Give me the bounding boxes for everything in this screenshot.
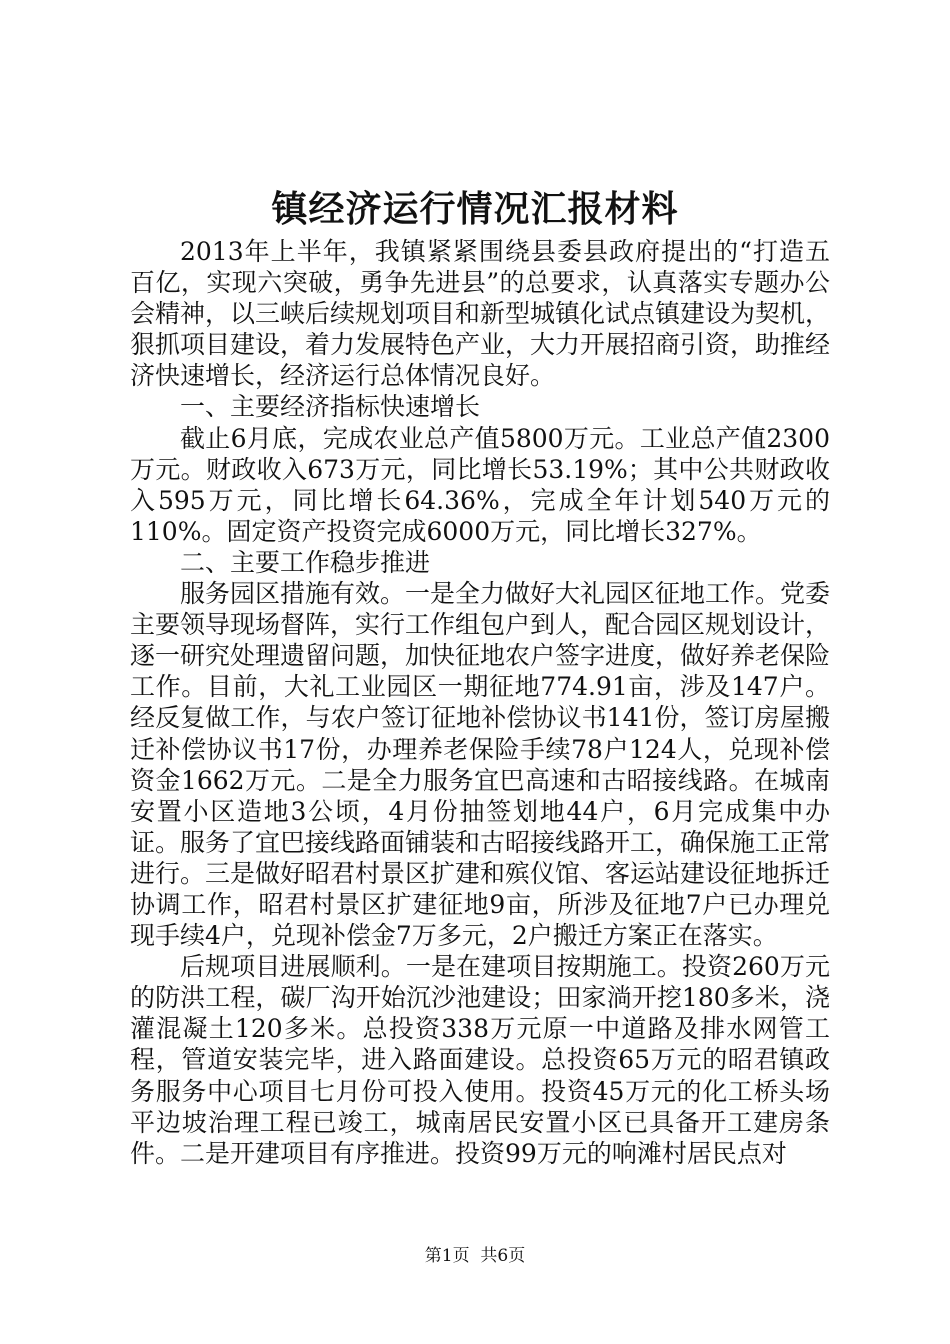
section-heading-1: 一、主要经济指标快速增长 (180, 392, 481, 422)
document-body (130, 236, 830, 1169)
park-service-paragraph: 服务园区措施有效。一是全力做好大礼园区征地工作。党委主要领导现场督阵，实行工作组包户到人，配合园区规划设计，逐一研究处理遗留问题，加快征地农户签字进度，做好养老保险工作。目前，大礼工业园区一期征地774.91亩，涉及147户。经反复做工作，与农户签订征地补偿协议书141份，签订房屋搬迁补偿协议书17份，办理养老保险手续78户124人，兑现补偿资金1662万元。二是全力服务宜巴高速和古昭接线路。在城南安置小区造地3公顷，4月份抽签划地44户，6月完成集中办证。服务了宜巴接线路面铺装和古昭接线路开工，确保施工正常进行。三是做好昭君村景区扩建和殡仪馆、客运站建设征地拆迁协调工作，昭君村景区扩建征地9亩，所涉及征地7户已办理兑现手续4户，兑现补偿金7万多元，2户搬迁方案正在落实。 (130, 579, 831, 951)
page-number: 第1页 (424, 1246, 470, 1266)
intro-paragraph: 2013年上半年，我镇紧紧围绕县委县政府提出的“打造五百亿，实现六突破，勇争先进县”的总要求，认真落实专题办公会精神，以三峡后续规划项目和新型城镇化试点镇建设为契机，狠抓项目建设，着力发展特色产业，大力开展招商引资，助推经济快速增长，经济运行总体情况良好。 (130, 237, 831, 391)
indicators-paragraph: 截止6月底，完成农业总产值5800万元。工业总产值2300万元。财政收入673万元，同比增长53.19%；其中公共财政收入595万元，同比增长64.36%，完成全年计划540万元的110%。固定资产投资完成6000万元，同比增长327%。 (130, 423, 830, 546)
page-footer (0, 1244, 950, 1268)
projects-paragraph: 后规项目进展顺利。一是在建项目按期施工。投资260万元的防洪工程，碳厂沟开始沉沙池建设；田家淌开挖180多米，浇灌混凝土120多米。总投资338万元原一中道路及排水网管工程，管道安装完毕，进入路面建设。总投资65万元的昭君镇政务服务中心项目七月份可投入使用。投资45万元的化工桥头场平边坡治理工程已竣工，城南居民安置小区已具备开工建房条件。二是开建项目有序推进。投资99万元的响滩村居民点对 (130, 952, 830, 1168)
document-title: 镇经济运行情况汇报材料 (271, 188, 679, 230)
section-heading-2: 二、主要工作稳步推进 (180, 547, 431, 577)
page-total: 共6页 (480, 1246, 526, 1266)
